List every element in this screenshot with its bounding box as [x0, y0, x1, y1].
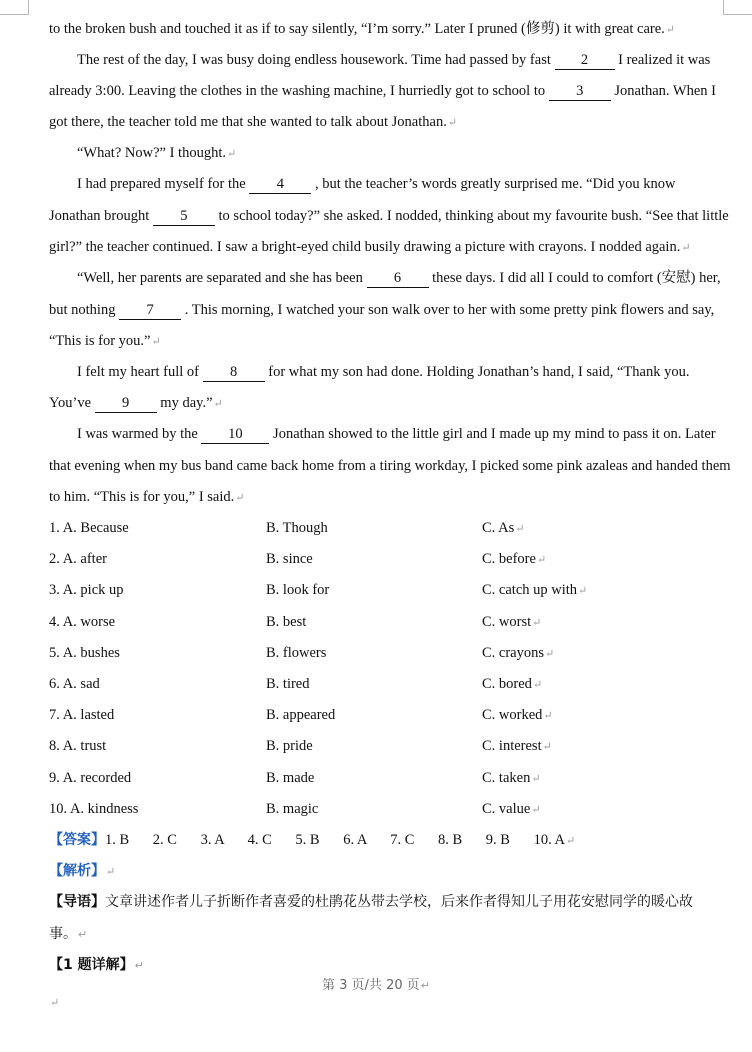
passage-text: but nothing — [49, 302, 116, 318]
answer-row — [49, 830, 709, 851]
paragraph-mark: ↵ — [532, 617, 542, 629]
paragraph-mark: ↵ — [50, 997, 60, 1009]
passage-text: to him. “This is for you,” I said. — [49, 489, 235, 505]
detail-label: 【1 题详解】 — [49, 957, 134, 973]
analysis-label: 【解析】 — [49, 863, 105, 879]
passage-text: Jonathan brought — [49, 208, 150, 224]
paragraph-mark: ↵ — [78, 928, 88, 941]
page-corner-mark — [723, 0, 752, 15]
option-c[interactable]: C. bored↵ — [482, 676, 543, 692]
passage-text: You’ve — [49, 395, 92, 411]
answer-item: 6. A — [343, 832, 367, 848]
option-b[interactable]: B. best — [266, 614, 307, 630]
passage-line — [49, 393, 709, 414]
paragraph-mark: ↵ — [531, 773, 541, 785]
blank-7[interactable]: 7 — [119, 301, 181, 320]
passage-text: , but the teacher’s words greatly surprised me. “Did you know — [314, 176, 676, 192]
paragraph-mark: ↵ — [447, 117, 458, 129]
passage-text: I was warmed by the — [77, 426, 198, 442]
option-a[interactable]: 6. A. sad — [49, 676, 100, 692]
paragraph-mark: ↵ — [531, 804, 541, 816]
option-c[interactable]: C. As↵ — [482, 520, 525, 536]
paragraph-mark: ↵ — [515, 523, 525, 535]
detail-heading — [49, 955, 709, 976]
paragraph-mark: ↵ — [543, 710, 553, 722]
passage-text: got there, the teacher told me that she wanted to talk about Jonathan. — [49, 114, 447, 130]
passage-text: I realized it was — [618, 52, 711, 68]
passage-text: “This is for you.” — [49, 333, 151, 349]
passage-line — [77, 268, 737, 288]
option-a[interactable]: 9. A. recorded — [49, 770, 132, 786]
answer-label: 【答案】 — [49, 832, 105, 848]
analysis-heading — [49, 861, 709, 882]
option-c[interactable]: C. worst↵ — [482, 614, 542, 630]
paragraph-mark: ↵ — [106, 866, 116, 878]
blank-4[interactable]: 4 — [249, 175, 311, 194]
guide-line — [49, 892, 709, 912]
blank-8[interactable]: 8 — [203, 363, 265, 382]
passage-text: “Well, her parents are separated and she has been — [77, 270, 363, 286]
passage-text: I felt my heart full of — [77, 364, 199, 380]
guide-label: 【导语】 — [49, 894, 105, 910]
passage-line — [49, 237, 709, 258]
answer-item: 9. B — [485, 832, 510, 848]
answer-item: 8. B — [437, 832, 463, 848]
option-c[interactable]: C. worked↵ — [482, 707, 553, 723]
option-a[interactable]: 8. A. trust — [49, 738, 107, 754]
option-a[interactable]: 2. A. after — [49, 551, 107, 567]
passage-line — [49, 300, 715, 320]
passage-line — [49, 331, 709, 352]
passage-line — [77, 174, 737, 194]
answer-item: 5. B — [295, 832, 320, 848]
option-c[interactable]: C. crayons↵ — [482, 645, 555, 661]
passage-text: “What? Now?” I thought. — [77, 145, 226, 161]
paragraph-mark: ↵ — [545, 648, 555, 660]
passage-text: girl?” the teacher continued. I saw a bright-eyed child busily drawing a picture with crayons. I nodded again. — [49, 239, 681, 255]
option-a[interactable]: 10. A. kindness — [49, 801, 139, 817]
guide-text: 文章讲述作者儿子折断作者喜爱的杜鹃花丛带去学校，后来作者得知儿子用花安慰同学的暖心故 — [105, 894, 693, 910]
passage-text: that evening when my bus band came back home from a tiring workday, I picked some pink azaleas and handed them — [49, 458, 731, 474]
paragraph-mark: ↵ — [134, 959, 144, 972]
passage-line — [49, 19, 709, 40]
paragraph-mark: ↵ — [151, 336, 161, 348]
answer-item: 3. A — [200, 832, 224, 848]
blank-3[interactable]: 3 — [549, 82, 611, 101]
option-b[interactable]: B. flowers — [266, 645, 327, 661]
option-b[interactable]: B. look for — [266, 582, 330, 598]
paragraph-mark: ↵ — [235, 492, 245, 504]
passage-text: these days. I did all I could to comfort (安慰) her, — [432, 270, 721, 286]
paragraph-mark: ↵ — [566, 835, 576, 847]
answer-item: 2. C — [152, 832, 177, 848]
paragraph-mark: ↵ — [226, 148, 237, 160]
passage-text: I had prepared myself for the — [77, 176, 246, 192]
page-footer — [0, 974, 752, 993]
paragraph-mark: ↵ — [532, 679, 543, 691]
blank-9[interactable]: 9 — [95, 394, 157, 413]
passage-line — [49, 81, 716, 101]
guide-line — [49, 924, 709, 945]
passage-text: for what my son had done. Holding Jonathan’s hand, I said, “Thank you. — [268, 364, 690, 380]
paragraph-mark: ↵ — [213, 398, 223, 410]
passage-line — [77, 424, 737, 444]
option-b[interactable]: B. tired — [266, 676, 310, 692]
option-b[interactable]: B. pride — [266, 738, 313, 754]
passage-text: The rest of the day, I was busy doing endless housework. Time had passed by fast — [77, 52, 551, 68]
option-a[interactable]: 3. A. pick up — [49, 582, 124, 598]
option-b[interactable]: B. Though — [266, 520, 328, 536]
paragraph-mark: ↵ — [681, 242, 691, 254]
passage-text: Jonathan showed to the little girl and I made up my mind to pass it on. Later — [273, 426, 716, 442]
option-c[interactable]: C. interest↵ — [482, 738, 552, 754]
option-b[interactable]: B. magic — [266, 801, 319, 817]
option-b[interactable]: B. made — [266, 770, 315, 786]
option-c[interactable]: C. taken↵ — [482, 770, 541, 786]
blank-2[interactable]: 2 — [555, 51, 615, 70]
paragraph-mark: ↵ — [665, 24, 676, 36]
passage-text: Jonathan. When I — [614, 83, 716, 99]
guide-text: 事。 — [49, 926, 77, 942]
answer-item: 1. B — [105, 832, 130, 848]
option-b[interactable]: B. since — [266, 551, 313, 567]
option-a[interactable]: 1. A. Because — [49, 520, 129, 536]
option-b[interactable]: B. appeared — [266, 707, 336, 723]
option-c[interactable]: C. value↵ — [482, 801, 541, 817]
blank-10[interactable]: 10 — [201, 425, 269, 444]
passage-text: already 3:00. Leaving the clothes in the washing machine, I hurriedly got to school to — [49, 83, 546, 99]
passage-line — [49, 456, 731, 476]
answer-item: 10. A — [533, 832, 565, 848]
passage-text: to school today?” she asked. I nodded, thinking about my favourite bush. “See that little — [218, 208, 729, 224]
passage-line — [49, 206, 729, 226]
page-number: 第 3 页/共 20 页 — [322, 978, 420, 993]
blank-5[interactable]: 5 — [153, 207, 215, 226]
blank-6[interactable]: 6 — [367, 269, 429, 288]
option-a[interactable]: 5. A. bushes — [49, 645, 120, 661]
paragraph-mark: ↵ — [420, 979, 430, 992]
page-corner-mark — [0, 0, 29, 15]
paragraph-mark: ↵ — [578, 585, 588, 597]
answer-item: 4. C — [247, 832, 272, 848]
passage-line — [77, 50, 737, 70]
passage-text: . This morning, I watched your son walk over to her with some pretty pink flowers and say, — [184, 302, 715, 318]
passage-line — [49, 487, 709, 508]
option-c[interactable]: C. before↵ — [482, 551, 547, 567]
option-a[interactable]: 4. A. worse — [49, 614, 116, 630]
option-a[interactable]: 7. A. lasted — [49, 707, 115, 723]
passage-line — [49, 112, 709, 133]
passage-line — [77, 362, 737, 382]
answer-item: 7. C — [390, 832, 415, 848]
paragraph-mark: ↵ — [542, 741, 552, 753]
option-c[interactable]: C. catch up with↵ — [482, 582, 588, 598]
passage-line — [77, 143, 737, 164]
paragraph-mark: ↵ — [536, 554, 547, 566]
passage-text: to the broken bush and touched it as if to say silently, “I’m sorry.” Later I pruned (修剪) it with great care. — [49, 21, 665, 37]
empty-paragraph — [49, 992, 709, 1013]
passage-text: my day.” — [160, 395, 213, 411]
